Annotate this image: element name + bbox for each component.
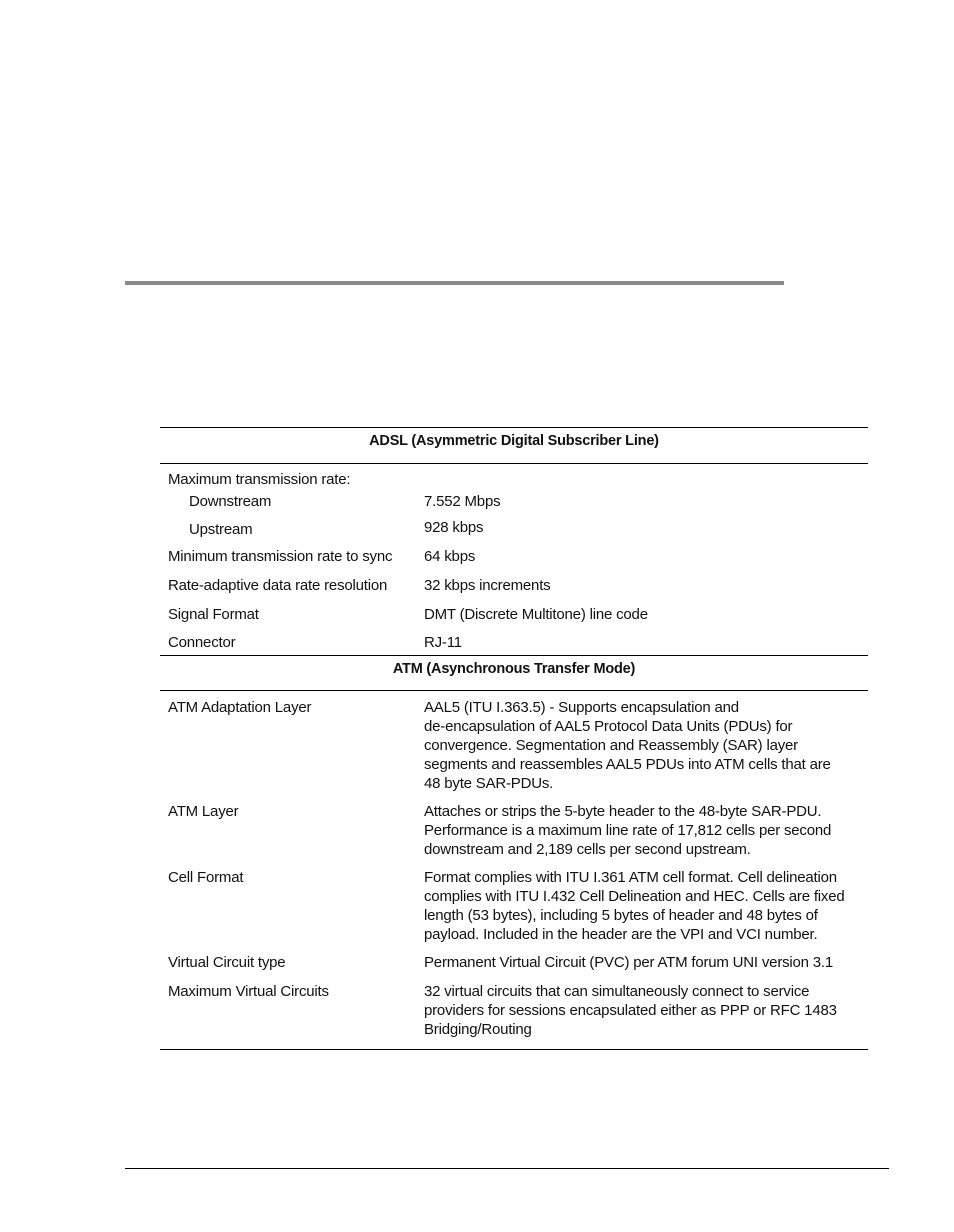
spec-value: 32 kbps increments: [424, 577, 551, 594]
value-line: providers for sessions encapsulated either as PPP or RFC 1483: [424, 1002, 837, 1019]
downstream-row: [160, 492, 868, 518]
cell-format-row: [160, 868, 868, 944]
max-virtual-circuits-row: [160, 982, 868, 1039]
spec-label: Minimum transmission rate to sync: [168, 548, 393, 565]
adsl-section-header: ADSL (Asymmetric Digital Subscriber Line): [160, 428, 868, 464]
value-line: 48 byte SAR-PDUs.: [424, 775, 554, 792]
value-line: Attaches or strips the 5-byte header to the 48-byte SAR-PDU.: [424, 803, 822, 820]
value-line: Format complies with ITU I.361 ATM cell format. Cell delineation: [424, 869, 837, 886]
value-line: de-encapsulation of AAL5 Protocol Data Units (PDUs) for: [424, 718, 793, 735]
virtual-circuit-type-row: [160, 953, 868, 972]
spec-label: Cell Format: [168, 869, 244, 886]
spec-label: Upstream: [189, 521, 253, 538]
atm-adaptation-layer-row: [160, 698, 868, 793]
min-rate-row: [160, 547, 868, 576]
footer-divider-rule: [125, 1168, 889, 1169]
value-line: Permanent Virtual Circuit (PVC) per ATM forum UNI version 3.1: [424, 954, 834, 971]
spec-value: [424, 982, 868, 1039]
spec-value: 928 kbps: [424, 519, 484, 536]
spec-value: 64 kbps: [424, 548, 476, 565]
value-line: 32 virtual circuits that can simultaneously connect to service: [424, 983, 810, 1000]
spec-label: Downstream: [189, 493, 272, 510]
upstream-row: [160, 518, 868, 547]
spec-value: [424, 698, 868, 793]
adsl-section-body: [160, 464, 868, 655]
spec-value: [424, 868, 868, 944]
spec-label: ATM Layer: [168, 803, 239, 820]
value-line: complies with ITU I.432 Cell Delineation and HEC. Cells are fixed: [424, 888, 845, 905]
value-line: AAL5 (ITU I.363.5) - Supports encapsulation and: [424, 699, 739, 716]
value-line: length (53 bytes), including 5 bytes of header and 48 bytes of: [424, 907, 818, 924]
value-line: Performance is a maximum line rate of 17,812 cells per second: [424, 822, 832, 839]
atm-layer-row: [160, 802, 868, 859]
rate-adaptive-row: [160, 576, 868, 605]
value-line: payload. Included in the header are the VPI and VCI number.: [424, 926, 818, 943]
spec-value: 7.552 Mbps: [424, 493, 501, 510]
spec-label: Maximum Virtual Circuits: [168, 983, 329, 1000]
spec-value: [424, 953, 868, 972]
atm-section-body: [160, 691, 868, 1049]
value-line: Bridging/Routing: [424, 1021, 532, 1038]
specifications-table: [160, 427, 868, 1050]
signal-format-row: [160, 605, 868, 633]
value-line: segments and reassembles AAL5 PDUs into ATM cells that are: [424, 756, 831, 773]
spec-label: ATM Adaptation Layer: [168, 699, 312, 716]
value-line: downstream and 2,189 cells per second upstream.: [424, 841, 751, 858]
spec-value: RJ-11: [424, 634, 462, 651]
spec-label: Virtual Circuit type: [168, 954, 286, 971]
spec-label: Connector: [168, 634, 236, 651]
top-divider-rule: [125, 281, 784, 285]
max-transmission-rate-label: Maximum transmission rate:: [168, 471, 351, 488]
value-line: convergence. Segmentation and Reassembly (SAR) layer: [424, 737, 798, 754]
spec-label: Rate-adaptive data rate resolution: [168, 577, 388, 594]
max-transmission-rate-row: [160, 470, 868, 492]
spec-label: Signal Format: [168, 606, 259, 623]
spec-value: [424, 802, 868, 859]
spec-value: DMT (Discrete Multitone) line code: [424, 606, 648, 623]
connector-row: [160, 633, 868, 653]
atm-section-header: ATM (Asynchronous Transfer Mode): [160, 655, 868, 691]
